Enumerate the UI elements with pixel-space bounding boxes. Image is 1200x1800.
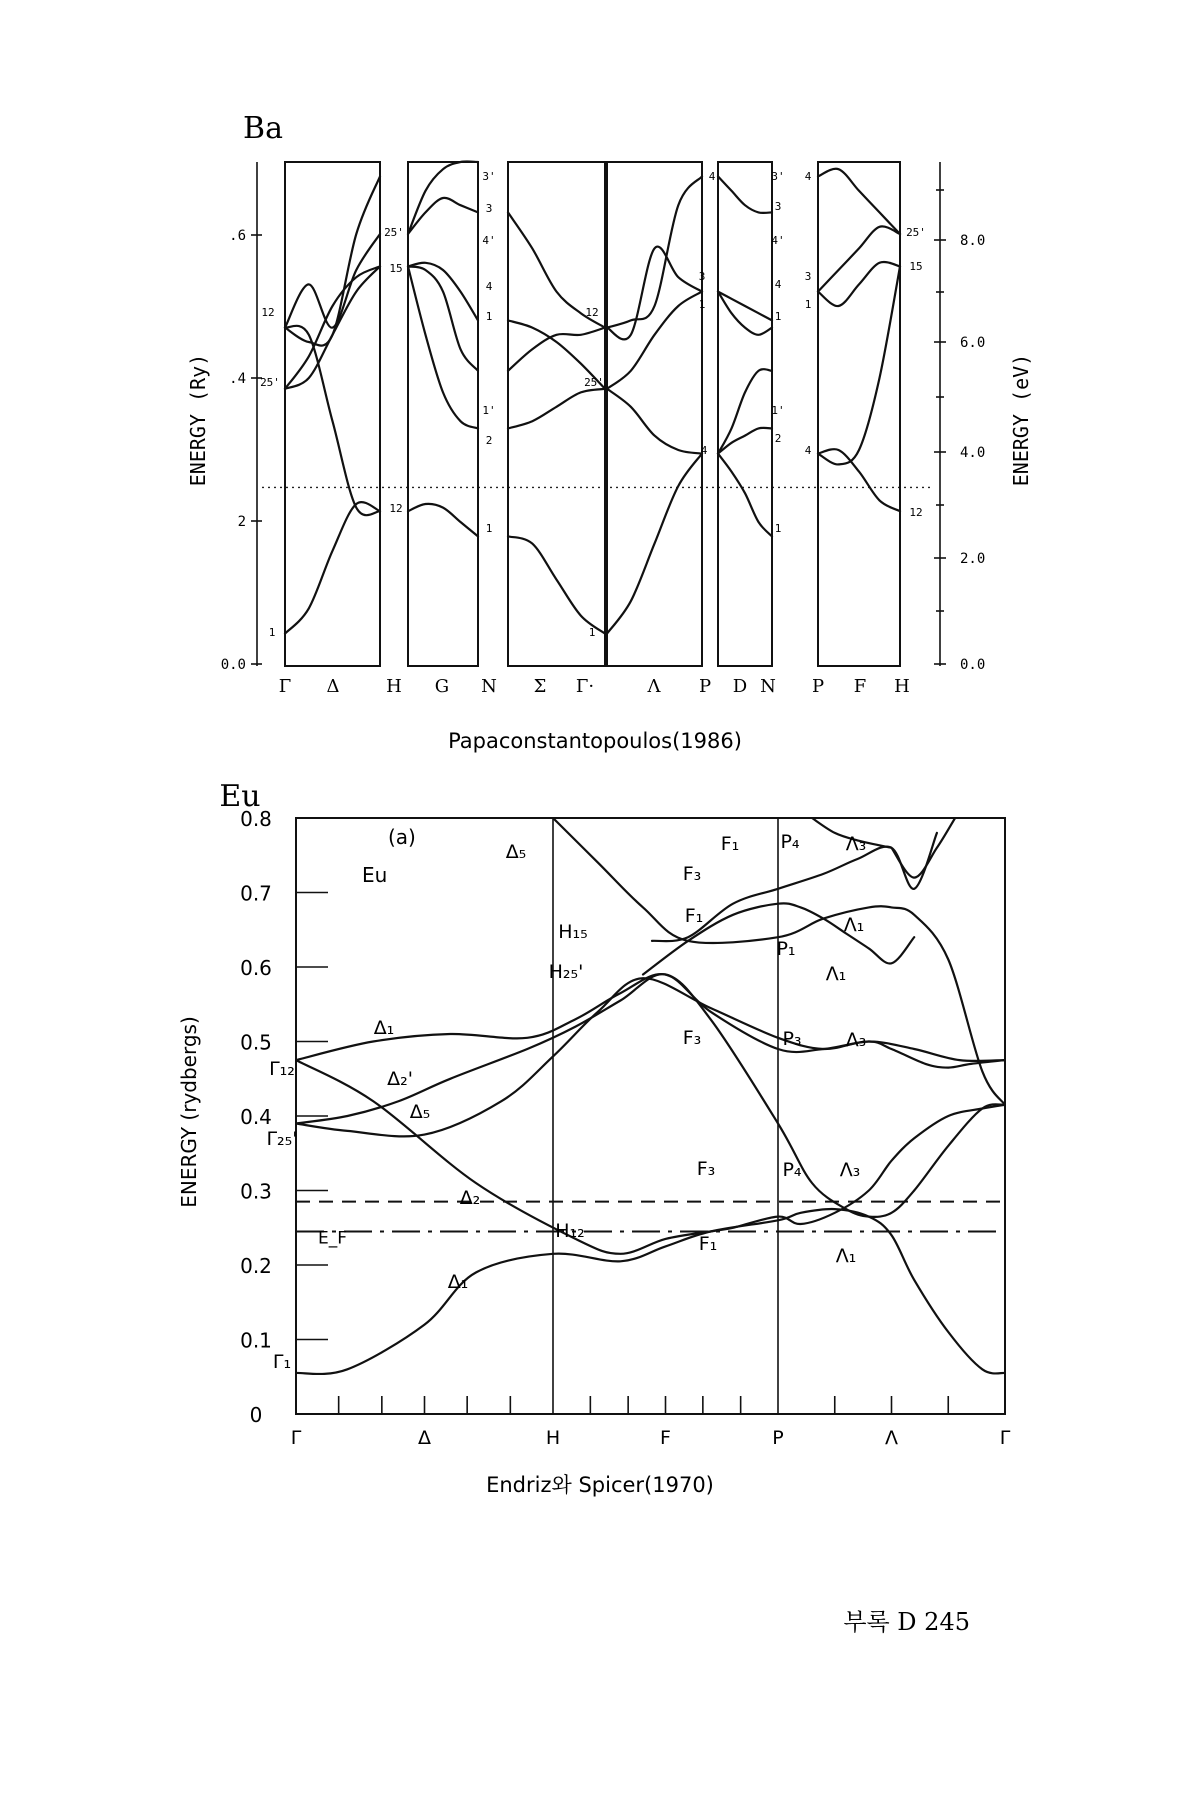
ba-band-line [718,176,772,213]
ba-left-tick-label: .4 [229,371,246,387]
ba-point-label: 4 [708,170,716,183]
eu-band-label: Λ₃ [839,1159,861,1181]
ba-point-label: 15 [909,260,923,273]
ba-point-label: 1 [485,310,493,323]
ba-x-tick-label: P [698,676,712,697]
eu-band-line [892,818,956,878]
ba-band-line [408,266,478,370]
ba-x-tick-label: Γ [278,676,292,697]
page-footer: 부록 D 245 [843,1608,970,1636]
eu-y-tick-label: 0.8 [240,807,272,831]
eu-band-label: Γ₁ [272,1351,292,1373]
eu-y-tick-label: 0.2 [240,1254,272,1278]
ba-point-label: 4 [700,444,708,457]
ba-band-line [508,536,605,633]
eu-band-line [296,978,1005,1136]
ba-band-line [285,176,380,345]
ba-point-label: 1 [774,310,782,323]
eu-band-label: Δ₂ [459,1187,481,1209]
ba-x-tick-label: F [853,676,867,697]
ba-panel-frame [718,162,772,666]
eu-band-label: F₁ [684,905,704,927]
eu-x-tick-label: Λ [885,1427,898,1449]
eu-band-label: Λ₁ [825,963,847,985]
ba-x-tick-label: Λ [647,676,661,697]
ba-point-label: 25' [906,226,926,239]
ba-point-label: 4 [774,278,782,291]
ba-band-line [607,389,702,454]
eu-band-label: Δ₁ [447,1271,469,1293]
eu-band-label: P₁ [776,938,796,960]
eu-y-tick-label: 0.4 [240,1105,272,1129]
ba-x-tick-label: N [481,676,497,697]
ba-band-line [718,292,772,335]
ba-point-label: 1 [268,626,276,639]
ba-band-structure-chart [186,111,1033,753]
ba-x-tick-label: Σ [533,676,547,697]
ba-band-line [818,449,900,511]
ba-panel-frame [408,162,478,666]
ba-point-label: 12 [909,506,923,519]
ba-point-label: 3 [774,200,782,213]
ba-point-label: 1 [485,522,493,535]
ba-x-tick-label: D [732,676,748,697]
eu-band-label: F₁ [698,1233,718,1255]
ba-point-label: 15 [389,262,403,275]
eu-band-label: Λ₃ [845,1029,867,1051]
eu-band-label: H₂₅' [548,961,584,983]
ba-point-label: 12 [585,306,599,319]
ba-left-tick-label: 0.0 [220,657,246,673]
ba-point-label: 4' [771,234,785,247]
ba-x-tick-label: G [434,676,450,697]
ba-point-label: 25' [260,376,280,389]
ba-point-label: 25' [384,226,404,239]
eu-band-label: P₄ [782,1159,802,1181]
eu-y-tick-label: 0 [249,1403,263,1427]
eu-inset-name: Eu [362,863,388,887]
ba-point-label: 2 [774,432,782,445]
ba-right-tick-label: 0.0 [960,657,986,673]
eu-band-label: Λ₃ [845,833,867,855]
ba-panel-frame [285,162,380,666]
ba-x-tick-label: H [386,676,402,697]
eu-band-label: Δ₅ [409,1101,431,1123]
eu-title: Eu [219,779,261,814]
ba-band-line [408,198,478,234]
eu-band-label: Δ₁ [373,1017,395,1039]
ba-point-label: 3' [771,170,785,183]
eu-caption: Endriz와 Spicer(1970) [486,1473,714,1497]
ba-band-line [818,226,900,291]
ba-point-label: 4 [804,444,812,457]
ba-x-tick-label: H [894,676,910,697]
ba-band-line [718,369,772,453]
eu-band-label: F₁ [720,833,740,855]
ba-x-tick-label: Γ· [575,676,595,697]
ba-point-label: 3 [804,270,812,283]
ba-panel-frame [818,162,900,666]
eu-band-line [296,974,1005,1217]
ba-band-line [818,262,900,306]
ba-point-label: 1 [588,626,596,639]
eu-inset-label: (a) [388,825,416,849]
eu-band-label: P₃ [782,1028,802,1050]
ba-point-label: 2 [485,434,493,447]
ba-point-label: 1 [698,298,706,311]
ba-x-tick-label: Δ [326,676,340,697]
eu-band-structure-chart [177,779,1011,1497]
ba-point-label: 4 [485,280,493,293]
ba-point-label: 1 [804,298,812,311]
ba-title: Ba [243,111,283,146]
ba-band-line [285,502,380,634]
ba-point-label: 3 [485,202,493,215]
ba-band-line [718,454,772,537]
eu-band-label: F₃ [682,1027,702,1049]
eu-band-label: Δ₅ [505,841,527,863]
ba-point-label: 25' [584,376,604,389]
ba-band-line [607,247,702,340]
ba-point-label: 4 [804,170,812,183]
ba-point-label: 1' [482,404,496,417]
eu-band-label: Λ₁ [843,914,865,936]
ba-ylabel-left: ENERGY (Ry) [186,353,210,487]
eu-band-label: Δ₂' [387,1068,413,1090]
eu-y-tick-label: 0.3 [240,1179,272,1204]
eu-band-label: Λ₁ [835,1245,857,1267]
ba-caption: Papaconstantopoulos(1986) [448,729,742,753]
eu-x-tick-label: Γ [999,1427,1011,1449]
eu-y-tick-label: 0.1 [240,1328,272,1353]
ba-point-label: 12 [261,306,275,319]
eu-x-tick-label: Γ [290,1427,302,1449]
ba-band-line [285,326,380,515]
eu-band-label: Γ₂₅' [266,1128,298,1150]
ba-right-tick-label: 2.0 [960,551,986,567]
eu-x-tick-label: P [772,1427,784,1449]
eu-band-label: P₄ [780,831,800,853]
ba-band-line [607,454,702,634]
ba-panel-frame [607,162,702,666]
eu-ylabel: ENERGY (rydbergs) [177,1016,201,1208]
eu-x-tick-label: F [660,1427,671,1449]
ba-band-line [607,176,702,327]
ba-band-line [508,328,605,371]
eu-x-tick-label: Δ [418,1427,431,1449]
ba-point-label: 12 [389,502,403,515]
ba-point-label: 1' [771,404,785,417]
eu-band-label: F₃ [696,1158,716,1180]
eu-band-label: Γ₁₂ [269,1058,295,1080]
eu-band-line [553,818,1005,1105]
eu-y-tick-label: 0.6 [240,956,272,980]
eu-band-label: H₁₅ [558,921,588,943]
ba-band-line [818,169,900,234]
ba-band-line [508,389,605,429]
eu-band-line [296,974,1005,1068]
ba-band-line [818,266,900,464]
ba-panel-frame [508,162,605,666]
eu-y-tick-label: 0.5 [240,1030,272,1055]
ba-left-tick-label: 2 [237,514,246,530]
ba-left-tick-label: .6 [229,228,246,244]
eu-band-line [296,1209,1005,1374]
eu-y-tick-label: 0.7 [240,881,272,906]
ba-x-tick-label: N [760,676,776,697]
ba-right-tick-label: 4.0 [960,445,986,461]
ba-point-label: 3 [698,270,706,283]
ba-ylabel-right: ENERGY (eV) [1009,353,1033,487]
ba-right-tick-label: 8.0 [960,233,986,249]
eu-x-tick-label: H [545,1427,561,1449]
ba-x-tick-label: P [811,676,825,697]
eu-band-label: F₃ [682,863,702,885]
ba-right-tick-label: 6.0 [960,335,986,351]
ba-point-label: 4' [482,234,496,247]
eu-fermi-label: E_F [318,1228,348,1249]
ba-point-label: 3' [482,170,496,183]
ba-band-line [408,504,478,537]
ba-point-label: 1 [774,522,782,535]
eu-band-label: H₁₂ [555,1220,585,1242]
